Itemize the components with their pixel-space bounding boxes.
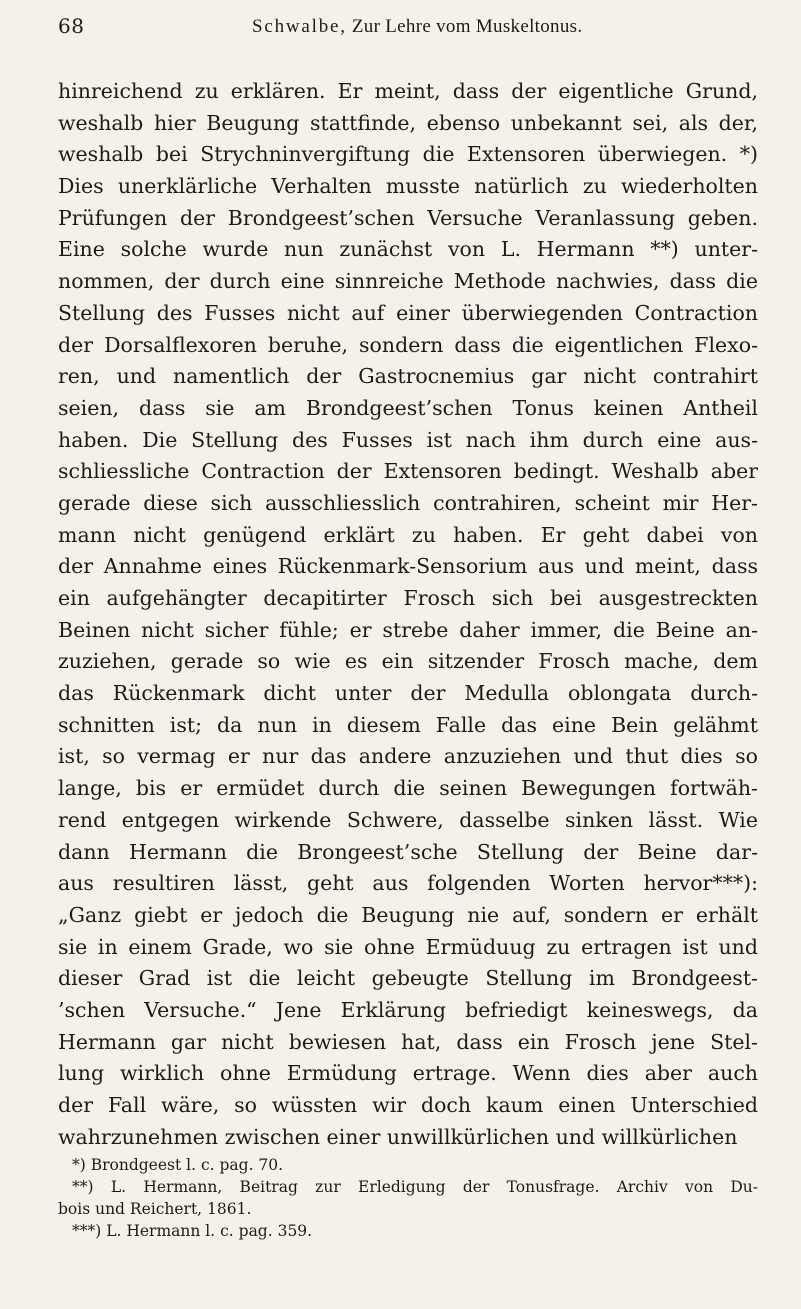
running-head-title: Zur Lehre vom Muskeltonus.	[351, 16, 583, 37]
text-line: wahrzunehmen zwischen einer unwillkürlichen und willkürlichen	[58, 1124, 738, 1149]
text-line: aus resultiren lässt, geht aus folgenden Worten hervor***):	[58, 871, 758, 896]
text-line: ein aufgehängter decapitirter Frosch sich bei ausgestreckten	[58, 586, 758, 610]
text-line: dann Hermann die Brongeest’sche Stellung der Beine dar-	[58, 839, 758, 864]
text-line: hinreichend zu erklären. Er meint, dass der eigentliche Grund,	[58, 79, 758, 103]
page-header	[58, 14, 758, 44]
text-line: lung wirklich ohne Ermüdung ertrage. Wenn dies aber auch	[58, 1061, 758, 1086]
text-line: mann nicht genügend erklärt zu haben. Er geht dabei von	[58, 522, 758, 547]
text-line: ’schen Versuche.“ Jene Erklärung befriedigt keineswegs, da	[58, 997, 758, 1022]
footnote: **) L. Hermann, Beitrag zur Erledigung der Tonusfrage. Archiv von Du-	[72, 1178, 758, 1196]
text-line: das Rückenmark dicht unter der Medulla oblongata durch-	[58, 681, 758, 706]
footnotes	[58, 1154, 758, 1242]
text-line: schnitten ist; da nun in diesem Falle das eine Bein gelähmt	[58, 712, 758, 737]
text-line: Eine solche wurde nun zunächst von L. Hermann **) unter-	[58, 237, 758, 262]
running-head-author: Schwalbe,	[252, 16, 347, 37]
text-line: „Ganz giebt er jedoch die Beugung nie auf, sondern er erhält	[58, 902, 758, 927]
text-line: der Dorsalflexoren beruhe, sondern dass die eigentlichen Flexo-	[58, 332, 758, 357]
text-line: haben. Die Stellung des Fusses ist nach ihm durch eine aus-	[58, 427, 758, 452]
footnote: *) Brondgeest l. c. pag. 70.	[72, 1156, 284, 1174]
text-line: seien, dass sie am Brondgeest’schen Tonus keinen Antheil	[58, 395, 758, 420]
text-line: dieser Grad ist die leicht gebeugte Stellung im Brondgeest-	[58, 966, 758, 991]
text-line: weshalb bei Strychninvergiftung die Extensoren überwiegen. *)	[58, 142, 758, 167]
text-line: ist, so vermag er nur das andere anzuziehen und thut dies so	[58, 744, 758, 769]
running-head	[252, 16, 582, 38]
text-line: zuziehen, gerade so wie es ein sitzender Frosch mache, dem	[58, 649, 758, 674]
text-line: Stellung des Fusses nicht auf einer überwiegenden Contraction	[58, 300, 758, 325]
text-line: schliessliche Contraction der Extensoren bedingt. Weshalb aber	[58, 459, 758, 484]
text-line: Beinen nicht sicher fühle; er strebe daher immer, die Beine an-	[58, 617, 758, 642]
text-line: gerade diese sich ausschliesslich contrahiren, scheint mir Her-	[58, 490, 758, 515]
text-line: Hermann gar nicht bewiesen hat, dass ein Frosch jene Stel-	[58, 1029, 758, 1054]
text-line: lange, bis er ermüdet durch die seinen Bewegungen fortwäh-	[58, 776, 758, 801]
text-line: weshalb hier Beugung stattfinde, ebenso unbekannt sei, als der,	[58, 110, 758, 135]
text-line: ren, und namentlich der Gastrocnemius gar nicht contrahirt	[58, 364, 758, 389]
text-line: Dies unerklärliche Verhalten musste natürlich zu wiederholten	[58, 174, 758, 199]
page-number: 68	[58, 14, 85, 38]
text-line: nommen, der durch eine sinnreiche Methode nachwies, dass die	[58, 269, 758, 294]
body-text	[58, 76, 758, 1153]
text-line: der Fall wäre, so wüssten wir doch kaum einen Unterschied	[58, 1093, 758, 1117]
text-line: sie in einem Grade, wo sie ohne Ermüduug zu ertragen ist und	[58, 934, 758, 959]
text-line: der Annahme eines Rückenmark-Sensorium aus und meint, dass	[58, 554, 758, 579]
text-line: rend entgegen wirkende Schwere, dasselbe sinken lässt. Wie	[58, 807, 758, 832]
footnote: ***) L. Hermann l. c. pag. 359.	[72, 1222, 313, 1240]
text-line: Prüfungen der Brondgeest’schen Versuche Veranlassung geben.	[58, 205, 758, 230]
footnote-continuation: bois und Reichert, 1861.	[58, 1200, 252, 1218]
